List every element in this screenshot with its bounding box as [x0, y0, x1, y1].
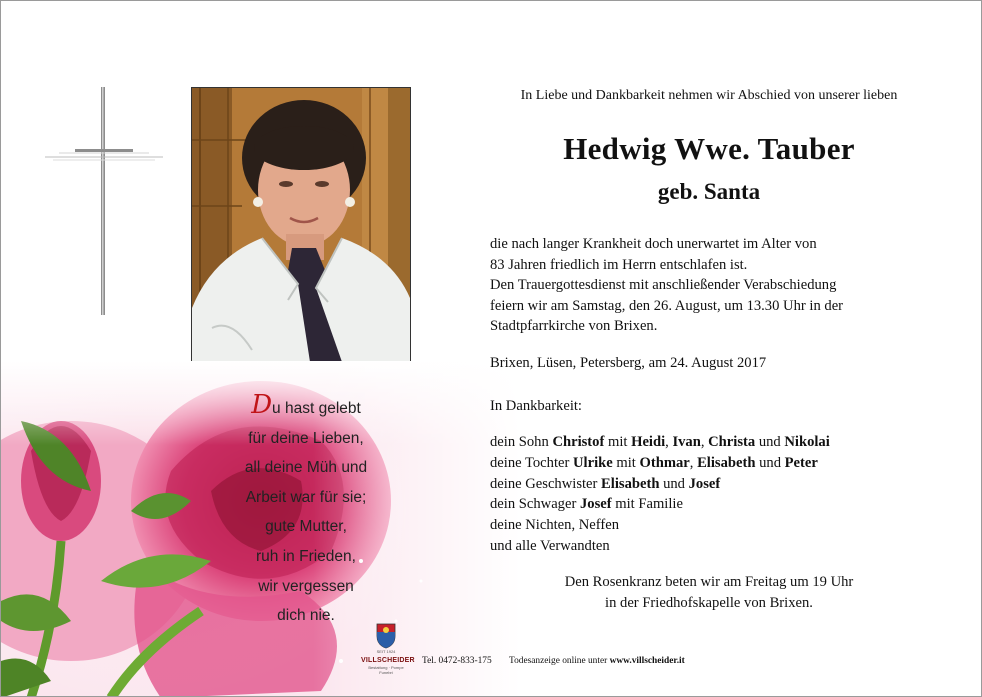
- poem-line: dich nie.: [277, 607, 335, 625]
- poem-line: für deine Lieben,: [248, 429, 364, 447]
- phone-number: Tel. 0472-833-175: [422, 656, 492, 666]
- announcement-line: Stadtpfarrkirche von Brixen.: [490, 318, 658, 335]
- rosary-line: in der Friedhofskapelle von Brixen.: [605, 594, 813, 611]
- poem-line: Arbeit war für sie;: [245, 488, 367, 506]
- family-line: deine Geschwister Elisabeth und Josef: [490, 475, 721, 492]
- announcement-line: die nach langer Krankheit doch unerwartet im Alter von: [490, 236, 817, 252]
- family-line: deine Tochter Ulrike mit Othmar, Elisabeth und Peter: [490, 454, 818, 471]
- family-list: [490, 432, 830, 557]
- poem-line: all deine Müh und: [244, 459, 368, 477]
- birth-name: geb. Santa: [657, 179, 761, 204]
- poem-line: gute Mutter,: [265, 518, 347, 536]
- funeral-home-logo: [361, 621, 415, 675]
- announcement-line: 83 Jahren friedlich im Herrn entschlafen ist.: [490, 256, 748, 273]
- rosary-line: Den Rosenkranz beten wir am Freitag um 19 Uhr: [564, 574, 854, 590]
- family-line: dein Sohn Christof mit Heidi, Ivan, Christa und Nikolai: [490, 434, 830, 450]
- poem-initial: D: [251, 390, 273, 420]
- poem-line: [215, 390, 397, 424]
- family-line: dein Schwager Josef mit Familie: [490, 496, 683, 513]
- family-line: deine Nichten, Neffen: [490, 517, 619, 534]
- place-date: Brixen, Lüsen, Petersberg, am 24. August 2017: [490, 355, 767, 371]
- poem-line: wir vergessen: [258, 577, 354, 595]
- announcement-text: [490, 234, 910, 337]
- thanks-heading: In Dankbarkeit:: [490, 398, 582, 414]
- announcement-line: feiern wir am Samstag, den 26. August, um 13.30 Uhr in der: [490, 297, 844, 314]
- logo-subtitle: Bestattung · Pompe Funebri: [368, 665, 404, 675]
- intro-text: In Liebe und Dankbarkeit nehmen wir Abschied von unserer lieben: [520, 88, 898, 103]
- poem-first-line: u hast gelebt: [272, 400, 361, 417]
- online-notice: Todesanzeige online unter www.villscheider.it: [509, 656, 685, 666]
- coat-of-arms-icon: [376, 623, 396, 649]
- deceased-name: Hedwig Wwe. Tauber: [563, 131, 855, 166]
- poem: [215, 390, 397, 631]
- family-line: und alle Verwandten: [490, 537, 610, 554]
- website-link[interactable]: www.villscheider.it: [609, 656, 685, 666]
- cross-icon: [45, 87, 163, 315]
- logo-name: VILLSCHEIDER: [361, 657, 415, 664]
- logo-established: SEIT 1924: [376, 649, 396, 654]
- portrait-photo: [191, 87, 411, 363]
- poem-line: ruh in Frieden,: [256, 547, 356, 565]
- rosary-notice: [441, 572, 977, 614]
- announcement-line: Den Trauergottesdienst mit anschließender Verabschiedung: [490, 277, 837, 294]
